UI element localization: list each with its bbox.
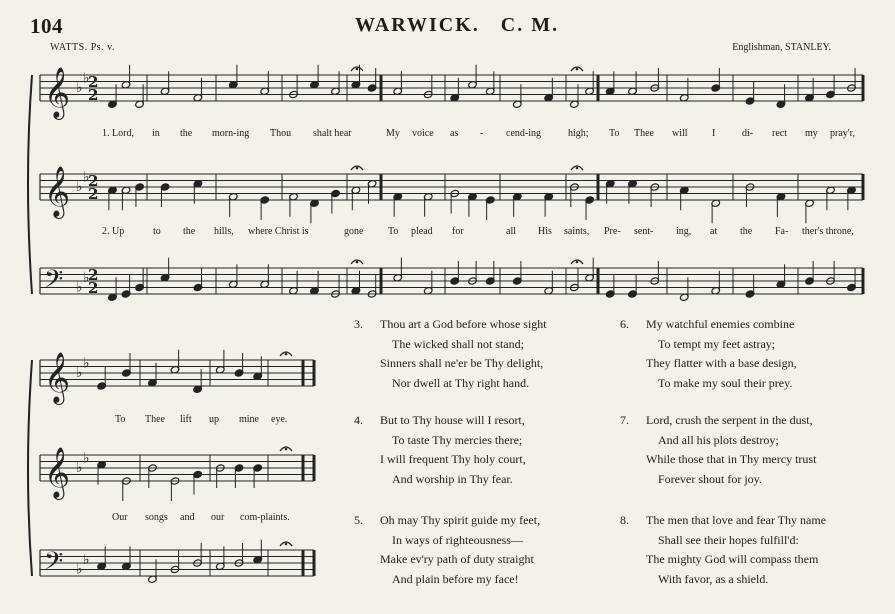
verse-line: To make my soul their prey. <box>658 375 793 390</box>
verse-line: The mighty God will compass them <box>646 552 819 566</box>
verse-number: 4. <box>354 413 363 427</box>
fermata-dot <box>285 448 288 451</box>
lyric-syllable: Fa- <box>775 226 789 237</box>
bass-clef: 𝄢 <box>44 547 64 582</box>
lyric-syllable: 2. Up <box>102 226 125 237</box>
verse-line: Forever shout for joy. <box>658 471 762 486</box>
lyric-syllable: morn-ing <box>212 128 250 139</box>
verse-line: To taste Thy mercies there; <box>392 432 523 447</box>
verse-line: While those that in Thy mercy trust <box>646 452 817 466</box>
flat-sign: ♭ <box>83 70 90 87</box>
lyric-syllable: eye. <box>271 414 288 425</box>
lyric-syllable: our <box>211 512 225 523</box>
treble-clef: 𝄞 <box>44 166 71 217</box>
verse-line: And all his plots destroy; <box>658 432 779 447</box>
verse-number: 7. <box>620 413 629 427</box>
lyric-syllable: hills, <box>214 226 234 237</box>
lyric-syllable: mine <box>239 414 259 425</box>
lyric-syllable: ther's throne, <box>802 226 854 237</box>
time-signature: 2 <box>88 73 99 91</box>
flat-sign: ♭ <box>83 269 90 286</box>
lyric-syllable: - <box>480 128 484 139</box>
treble-clef: 𝄞 <box>44 447 71 498</box>
lyric-syllable: to <box>153 226 161 237</box>
lyric-syllable: His <box>538 226 552 237</box>
lyric-syllable: in <box>152 128 160 139</box>
lyric-syllable: where Christ is <box>248 226 309 237</box>
lyrics-verse-1-end <box>0 414 340 428</box>
words-credit: WATTS. Ps. v. <box>50 42 116 53</box>
verse-5 <box>354 511 604 591</box>
lyric-syllable: ing, <box>676 226 692 237</box>
time-signature: 2 <box>88 185 99 203</box>
flat-sign: ♭ <box>76 179 83 195</box>
fermata-dot <box>285 353 288 356</box>
verse-line: With favor, as a shield. <box>658 571 769 586</box>
verse-line: I will frequent Thy holy court, <box>380 452 526 466</box>
time-signature: 2 <box>88 266 99 284</box>
verse-8 <box>620 511 880 591</box>
verse-line: Thou art a God before whose sight <box>380 317 547 331</box>
verse-line: The wicked shall not stand; <box>392 336 524 351</box>
lyric-syllable: To <box>115 414 126 425</box>
meter: C. M. <box>500 14 560 36</box>
lyric-syllable: rect <box>772 128 787 139</box>
lyric-syllable: for <box>452 226 464 237</box>
fermata-dot <box>356 68 359 71</box>
treble-clef: 𝄞 <box>44 352 71 403</box>
verse-line: Nor dwell at Thy right hand. <box>392 375 530 390</box>
verse-number: 6. <box>620 317 629 331</box>
lyric-syllable: To <box>388 226 399 237</box>
verse-line: Oh may Thy spirit guide my feet, <box>380 513 541 527</box>
bass-clef: 𝄢 <box>44 265 64 300</box>
flat-sign: ♭ <box>76 561 83 578</box>
lyric-syllable: di- <box>742 128 754 139</box>
lyrics-verse-2 <box>0 226 895 240</box>
lyric-syllable: Our <box>112 512 128 523</box>
verse-line: And plain before my face! <box>392 571 519 586</box>
lyric-syllable: up <box>209 414 219 425</box>
flat-sign: ♭ <box>83 450 90 467</box>
verse-line: Shall see their hopes fulfill'd: <box>658 532 799 547</box>
system-brace <box>28 360 32 576</box>
flat-sign: ♭ <box>76 279 83 296</box>
lyric-syllable: 1. Lord, <box>102 128 134 139</box>
lyric-syllable: voice <box>412 128 434 139</box>
lyric-syllable: gone <box>344 226 364 237</box>
time-signature: 2 <box>88 279 99 297</box>
flat-sign: ♭ <box>83 355 90 372</box>
lyric-syllable: as <box>450 128 459 139</box>
lyric-syllable: the <box>740 226 753 237</box>
verse-line: But to Thy house will I resort, <box>380 413 525 427</box>
lyric-syllable: and <box>180 512 195 523</box>
verse-line: In ways of righteousness— <box>392 532 523 547</box>
flat-sign: ♭ <box>76 365 83 381</box>
verse-line: The men that love and fear Thy name <box>646 513 827 527</box>
verse-number: 5. <box>354 513 363 527</box>
lyric-syllable: will <box>672 128 688 139</box>
lyric-syllable: saints, <box>564 226 590 237</box>
lyric-syllable: pray'r, <box>830 128 855 139</box>
flat-sign: ♭ <box>83 169 90 186</box>
treble-clef: 𝄞 <box>44 67 71 118</box>
system-brace <box>28 75 32 294</box>
lyric-syllable: cend-ing <box>506 128 541 139</box>
verse-line: To tempt my feet astray; <box>658 336 776 351</box>
lyric-syllable: I <box>712 128 716 139</box>
clefs <box>44 67 98 582</box>
fermata-dot <box>356 167 359 170</box>
music-credit: Englishman, STANLEY. <box>732 42 831 53</box>
lyric-syllable: lift <box>180 414 192 425</box>
lyrics-verse-2-end <box>0 512 340 526</box>
flat-sign: ♭ <box>83 551 90 568</box>
verse-line: Make ev'ry path of duty straight <box>380 552 534 566</box>
lyric-syllable: high; <box>568 128 589 139</box>
fermata-dot <box>576 261 579 264</box>
verse-number: 3. <box>354 317 363 331</box>
page-number: 104 <box>30 14 63 38</box>
lyric-syllable: Thee <box>145 414 165 425</box>
lyric-syllable: the <box>180 128 193 139</box>
lyrics-verse-1 <box>0 128 895 142</box>
lyric-syllable: my <box>805 128 818 139</box>
lyric-syllable: sent- <box>634 226 654 237</box>
verse-4 <box>354 411 604 491</box>
lyric-syllable: shalt hear <box>313 128 352 139</box>
verse-line: Lord, crush the serpent in the dust, <box>646 413 813 427</box>
time-signature: 2 <box>88 86 99 104</box>
lyric-syllable: com-plaints. <box>240 512 290 523</box>
tune-name: WARWICK. <box>355 14 480 36</box>
fermata-dot <box>285 543 288 546</box>
verse-line: My watchful enemies combine <box>646 317 795 331</box>
lyric-syllable: songs <box>145 512 168 523</box>
lyric-syllable: My <box>386 128 400 139</box>
flat-sign: ♭ <box>76 460 83 476</box>
fermata-dot <box>576 68 579 71</box>
verse-7 <box>620 411 880 491</box>
verse-line: And worship in Thy fear. <box>392 471 513 486</box>
lyric-syllable: Thee <box>634 128 654 139</box>
lyric-syllable: Thou <box>270 128 292 139</box>
lyric-syllable: To <box>609 128 620 139</box>
verse-line: Sinners shall ne'er be Thy delight, <box>380 356 544 370</box>
lyric-syllable: all <box>506 226 516 237</box>
time-signature: 2 <box>88 172 99 190</box>
flat-sign: ♭ <box>76 80 83 96</box>
verse-number: 8. <box>620 513 629 527</box>
lyric-syllable: the <box>183 226 196 237</box>
lyric-syllable: at <box>710 226 718 237</box>
fermata-dot <box>576 167 579 170</box>
verse-6 <box>620 315 880 395</box>
fermata-dot <box>356 261 359 264</box>
verse-line: They flatter with a base design, <box>646 356 797 370</box>
verse-3 <box>354 315 604 395</box>
lyric-syllable: Pre- <box>604 226 621 237</box>
lyric-syllable: plead <box>411 226 433 237</box>
